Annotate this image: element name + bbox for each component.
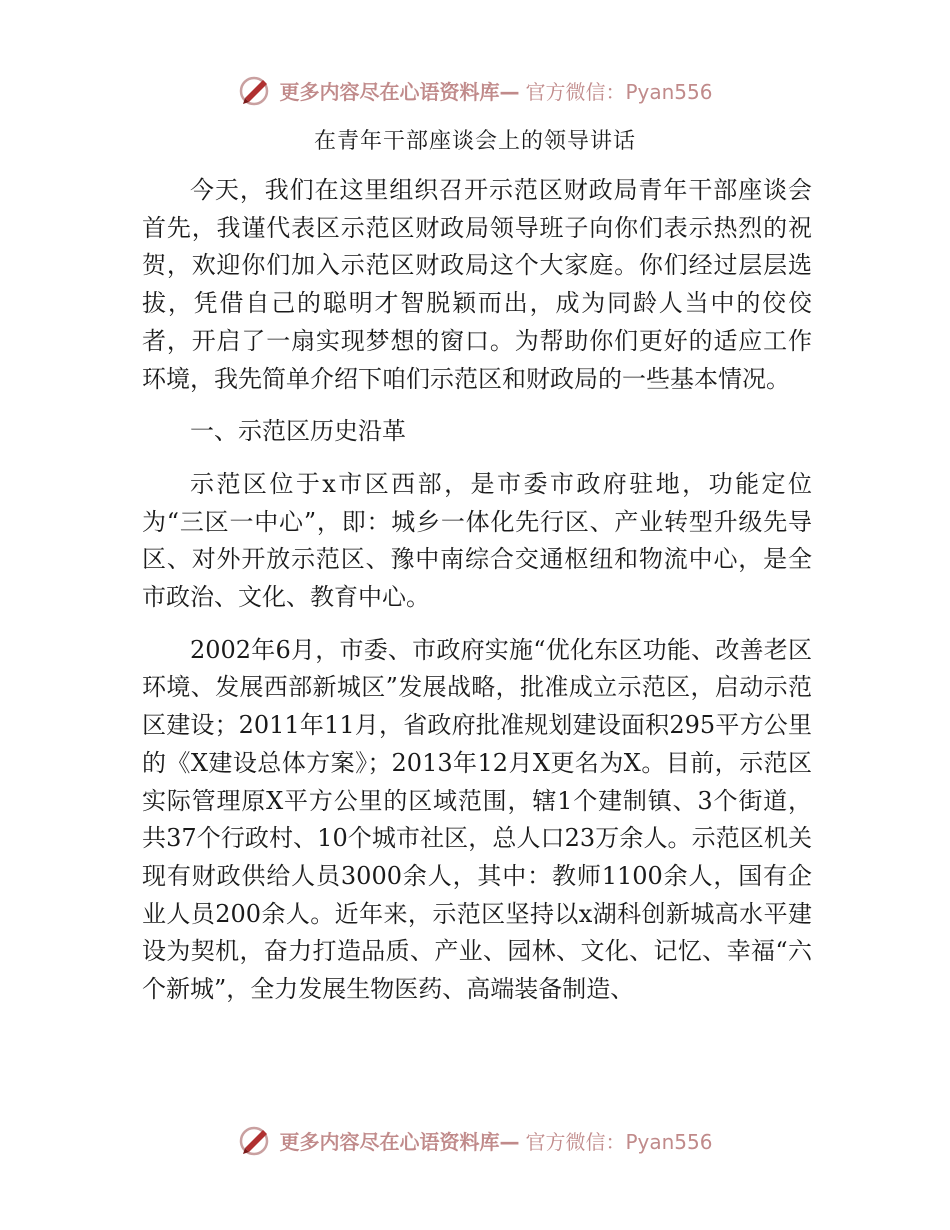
banner-text: 更多内容尽在心语资料库— xyxy=(279,79,520,104)
paragraph-intro: 今天，我们在这里组织召开示范区财政局青年干部座谈会首先，我谨代表区示范区财政局领导班子向你们表示热烈的祝贺，欢迎你们加入示范区财政局这个大家庭。你们经过层层选拔，凭借自己的聪明才智脱颖而出，成为同龄人当中的佼佼者，开启了一扇实现梦想的窗口。为帮助你们更好的适应工作环境，我先简单介绍下咱们示范区和财政局的一些基本情况。 xyxy=(142,176,812,393)
header-watermark-banner xyxy=(0,70,950,110)
banner-wechat: 官方微信：Pyan556 xyxy=(525,1129,713,1154)
paragraph-history: 2002年6月，市委、市政府实施“优化东区功能、改善老区环境、发展西部新城区”发展战略，批准成立示范区，启动示范区建设；2011年11月，省政府批准规划建设面积295平方公里的《X建设总体方案》；2013年12月X更名为X。目前，示范区实际管理原X平方公里的区域范围，辖1个建制镇、3个街道，共37个行政村、10个城市社区，总人口23万余人。示范区机关现有财政供给人员3000余人，其中：教师1100余人，国有企业人员200余人。近年来，示范区坚持以x湖科创新城高水平建设为契机，奋力打造品质、产业、园林、文化、记忆、幸福“六个新城”，全力发展生物医药、高端装备制造、 xyxy=(142,635,812,1004)
paragraph-location: 示范区位于x市区西部，是市委市政府驻地，功能定位为“三区一中心”，即：城乡一体化先行区、产业转型升级先导区、对外开放示范区、豫中南综合交通枢纽和物流中心，是全市政治、文化、教育中心。 xyxy=(142,469,812,612)
banner-text: 更多内容尽在心语资料库— xyxy=(279,1129,520,1154)
document-title: 在青年干部座谈会上的领导讲话 xyxy=(313,129,636,154)
document-body xyxy=(142,172,812,1024)
footer-watermark-banner xyxy=(0,1120,950,1160)
pen-logo-icon xyxy=(237,72,273,108)
banner-wechat: 官方微信：Pyan556 xyxy=(525,79,713,104)
pen-logo-icon xyxy=(237,1122,273,1158)
section-heading: 一、示范区历史沿革 xyxy=(190,417,406,446)
